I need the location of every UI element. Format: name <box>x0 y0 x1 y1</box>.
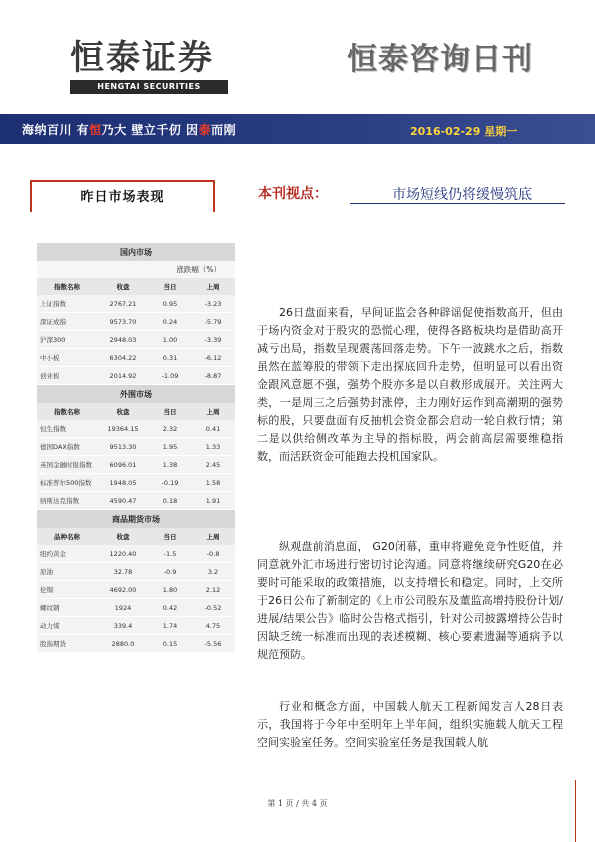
column-header: 收盘 <box>97 403 149 420</box>
table-cell: 4692.00 <box>97 581 149 599</box>
table-cell: 1.91 <box>191 492 235 510</box>
commentary-paragraph: 26日盘面来看，早间证监会各种辟谣促使指数高开，但由于场内资金对于股灾的恐慌心理，使得各路板块均是借助高开减亏出局，指数呈现震荡回落走势。下午一波跳水之后，指数虽然在蓝筹股的带领下走出探底回升走势，但明显可以看出资金跟风意愿不强，强势个股亦多是以自救形成展开。关注两大类，一是周三之后强势封涨停，主力刚好运作到高潮期的强势标的股，只要盘面有反抽机会资金都会启动一轮自救行情；第二是以供给侧改革为主导的指标股，两会前高层需要维稳指数，而活跃资金可能跑去投机国家队。 <box>257 306 563 463</box>
slogan-part: 海纳百川 有 <box>22 123 90 137</box>
table-cell: 1.00 <box>149 331 191 349</box>
table-cell: -5.56 <box>191 635 235 653</box>
table-cell: 9513.30 <box>97 438 149 456</box>
table-cell: -8.87 <box>191 367 235 385</box>
column-header: 指数名称 <box>37 278 97 295</box>
table-cell: 1.38 <box>149 456 191 474</box>
slogan-highlight: 恒 <box>89 123 102 137</box>
table-cell: -5.79 <box>191 313 235 331</box>
table-cell: 339.4 <box>97 617 149 635</box>
table-cell: 19364.15 <box>97 420 149 438</box>
table-cell: 1.33 <box>191 438 235 456</box>
table-cell: 1924 <box>97 599 149 617</box>
column-header: 指数名称 <box>37 403 97 420</box>
table-section-header <box>37 385 235 404</box>
table-cell: 纳斯达克指数 <box>37 492 97 510</box>
column-header-row <box>37 403 235 420</box>
yesterday-market-title: 昨日市场表现 <box>80 190 165 205</box>
table-row <box>37 617 235 635</box>
table-row <box>37 295 235 313</box>
column-header: 当日 <box>149 403 191 420</box>
column-header: 当日 <box>149 528 191 545</box>
table-cell: 德国DAX指数 <box>37 438 97 456</box>
table-cell: -0.8 <box>191 545 235 563</box>
table-row <box>37 349 235 367</box>
table-cell: 沪深300 <box>37 331 97 349</box>
table-cell: 螺纹钢 <box>37 599 97 617</box>
table-section-header <box>37 243 235 261</box>
table-cell: 1.58 <box>191 474 235 492</box>
table-cell: 0.95 <box>149 295 191 313</box>
table-cell: 0.15 <box>149 635 191 653</box>
industry-paragraph: 行业和概念方面，中国载人航天工程新闻发言人28日表示，我国将于今年中至明年上半年间，组织实施载人航天工程空间实验室任务。空间实验室任务是我国载人航 <box>257 700 563 749</box>
table-cell: 6304.22 <box>97 349 149 367</box>
column-header-row <box>37 528 235 545</box>
section-title: 商品期货市场 <box>37 510 235 529</box>
table-cell: 恒生指数 <box>37 420 97 438</box>
table-cell: 0.18 <box>149 492 191 510</box>
table-row <box>37 563 235 581</box>
unit-row <box>37 261 235 278</box>
table-cell: 纽约黄金 <box>37 545 97 563</box>
table-row <box>37 313 235 331</box>
column-header: 上周 <box>191 403 235 420</box>
table-row <box>37 599 235 617</box>
table-cell: 2948.03 <box>97 331 149 349</box>
slogan <box>22 121 236 138</box>
table-row <box>37 456 235 474</box>
table-row <box>37 545 235 563</box>
table-cell: 2880.0 <box>97 635 149 653</box>
table-cell: 6096.01 <box>97 456 149 474</box>
table-cell: 4590.47 <box>97 492 149 510</box>
table-cell: 0.41 <box>191 420 235 438</box>
table-cell: -3.23 <box>191 295 235 313</box>
table-cell: 2.32 <box>149 420 191 438</box>
table-cell: 2.12 <box>191 581 235 599</box>
slogan-highlight: 泰 <box>198 123 212 137</box>
table-cell: 动力煤 <box>37 617 97 635</box>
column-header: 当日 <box>149 278 191 295</box>
table-cell: 1.95 <box>149 438 191 456</box>
column-header: 品种名称 <box>37 528 97 545</box>
table-cell: -0.52 <box>191 599 235 617</box>
market-table <box>37 243 235 653</box>
column-header: 收盘 <box>97 528 149 545</box>
publication-title: 恒泰咨询日刊 <box>347 42 533 77</box>
table-cell: 上证指数 <box>37 295 97 313</box>
table-cell: -1.09 <box>149 367 191 385</box>
view-label: 本刊视点： <box>258 186 328 202</box>
table-cell: 2767.21 <box>97 295 149 313</box>
table-cell: 1.74 <box>149 617 191 635</box>
table-cell: 1948.05 <box>97 474 149 492</box>
table-cell: 深证成指 <box>37 313 97 331</box>
table-cell: 32.78 <box>97 563 149 581</box>
table-cell: 股指期货 <box>37 635 97 653</box>
table-cell: 1.80 <box>149 581 191 599</box>
table-section-header <box>37 510 235 529</box>
table-cell: 标准普尔500指数 <box>37 474 97 492</box>
table-cell: 原油 <box>37 563 97 581</box>
table-cell: 4.75 <box>191 617 235 635</box>
table-cell: 0.24 <box>149 313 191 331</box>
column-header: 上周 <box>191 278 235 295</box>
table-cell: 0.42 <box>149 599 191 617</box>
table-cell: 3.2 <box>191 563 235 581</box>
slogan-part: 而刚 <box>211 123 237 137</box>
table-row <box>37 474 235 492</box>
column-header: 收盘 <box>97 278 149 295</box>
table-row <box>37 420 235 438</box>
footer-rule <box>575 780 576 842</box>
table-row <box>37 635 235 653</box>
view-underline <box>350 203 565 204</box>
table-cell: 2014.92 <box>97 367 149 385</box>
column-header-row <box>37 278 235 295</box>
unit-label: 涨跌幅（%） <box>37 261 235 278</box>
table-cell: 2.45 <box>191 456 235 474</box>
table-cell: 9573.70 <box>97 313 149 331</box>
section-title: 国内市场 <box>37 243 235 261</box>
table-row <box>37 367 235 385</box>
table-row <box>37 492 235 510</box>
section-title: 外围市场 <box>37 385 235 404</box>
table-cell: 伦铜 <box>37 581 97 599</box>
table-row <box>37 331 235 349</box>
table-cell: 中小板 <box>37 349 97 367</box>
table-cell: -1.5 <box>149 545 191 563</box>
table-cell: 创业板 <box>37 367 97 385</box>
view-title: 市场短线仍将缓慢筑底 <box>392 187 532 203</box>
logo-text: 恒泰证券 <box>70 38 214 78</box>
logo-subtitle: HENGTAI SECURITIES <box>70 80 228 94</box>
table-row <box>37 438 235 456</box>
table-cell: 0.31 <box>149 349 191 367</box>
table-cell: -0.19 <box>149 474 191 492</box>
table-cell: 英国金融时报指数 <box>37 456 97 474</box>
table-row <box>37 581 235 599</box>
table-cell: -6.12 <box>191 349 235 367</box>
table-cell: -3.39 <box>191 331 235 349</box>
issue-date: 2016-02-29 星期一 <box>410 125 518 138</box>
table-cell: 1220.40 <box>97 545 149 563</box>
news-paragraph: 纵观盘前消息面， G20闭幕，重申将避免竞争性贬值，并同意就外汇市场进行密切讨论沟通。同意将继续研究G20在必要时可能采取的政策措施，以支持增长和稳定。同时，上交所于26日公布了新制定的《上市公司股东及董监高增持股份计划/进展/结果公告》临时公告格式指引，针对公司披露增持公告时因缺乏统一标准而出现的表述模糊、核心要素遗漏等通病予以规范预防。 <box>257 540 563 661</box>
page-number: 第 1 页 / 共 4 页 <box>267 799 328 808</box>
table-cell: -0.9 <box>149 563 191 581</box>
column-header: 上周 <box>191 528 235 545</box>
slogan-part: 乃大 壁立千仞 因 <box>101 123 199 137</box>
